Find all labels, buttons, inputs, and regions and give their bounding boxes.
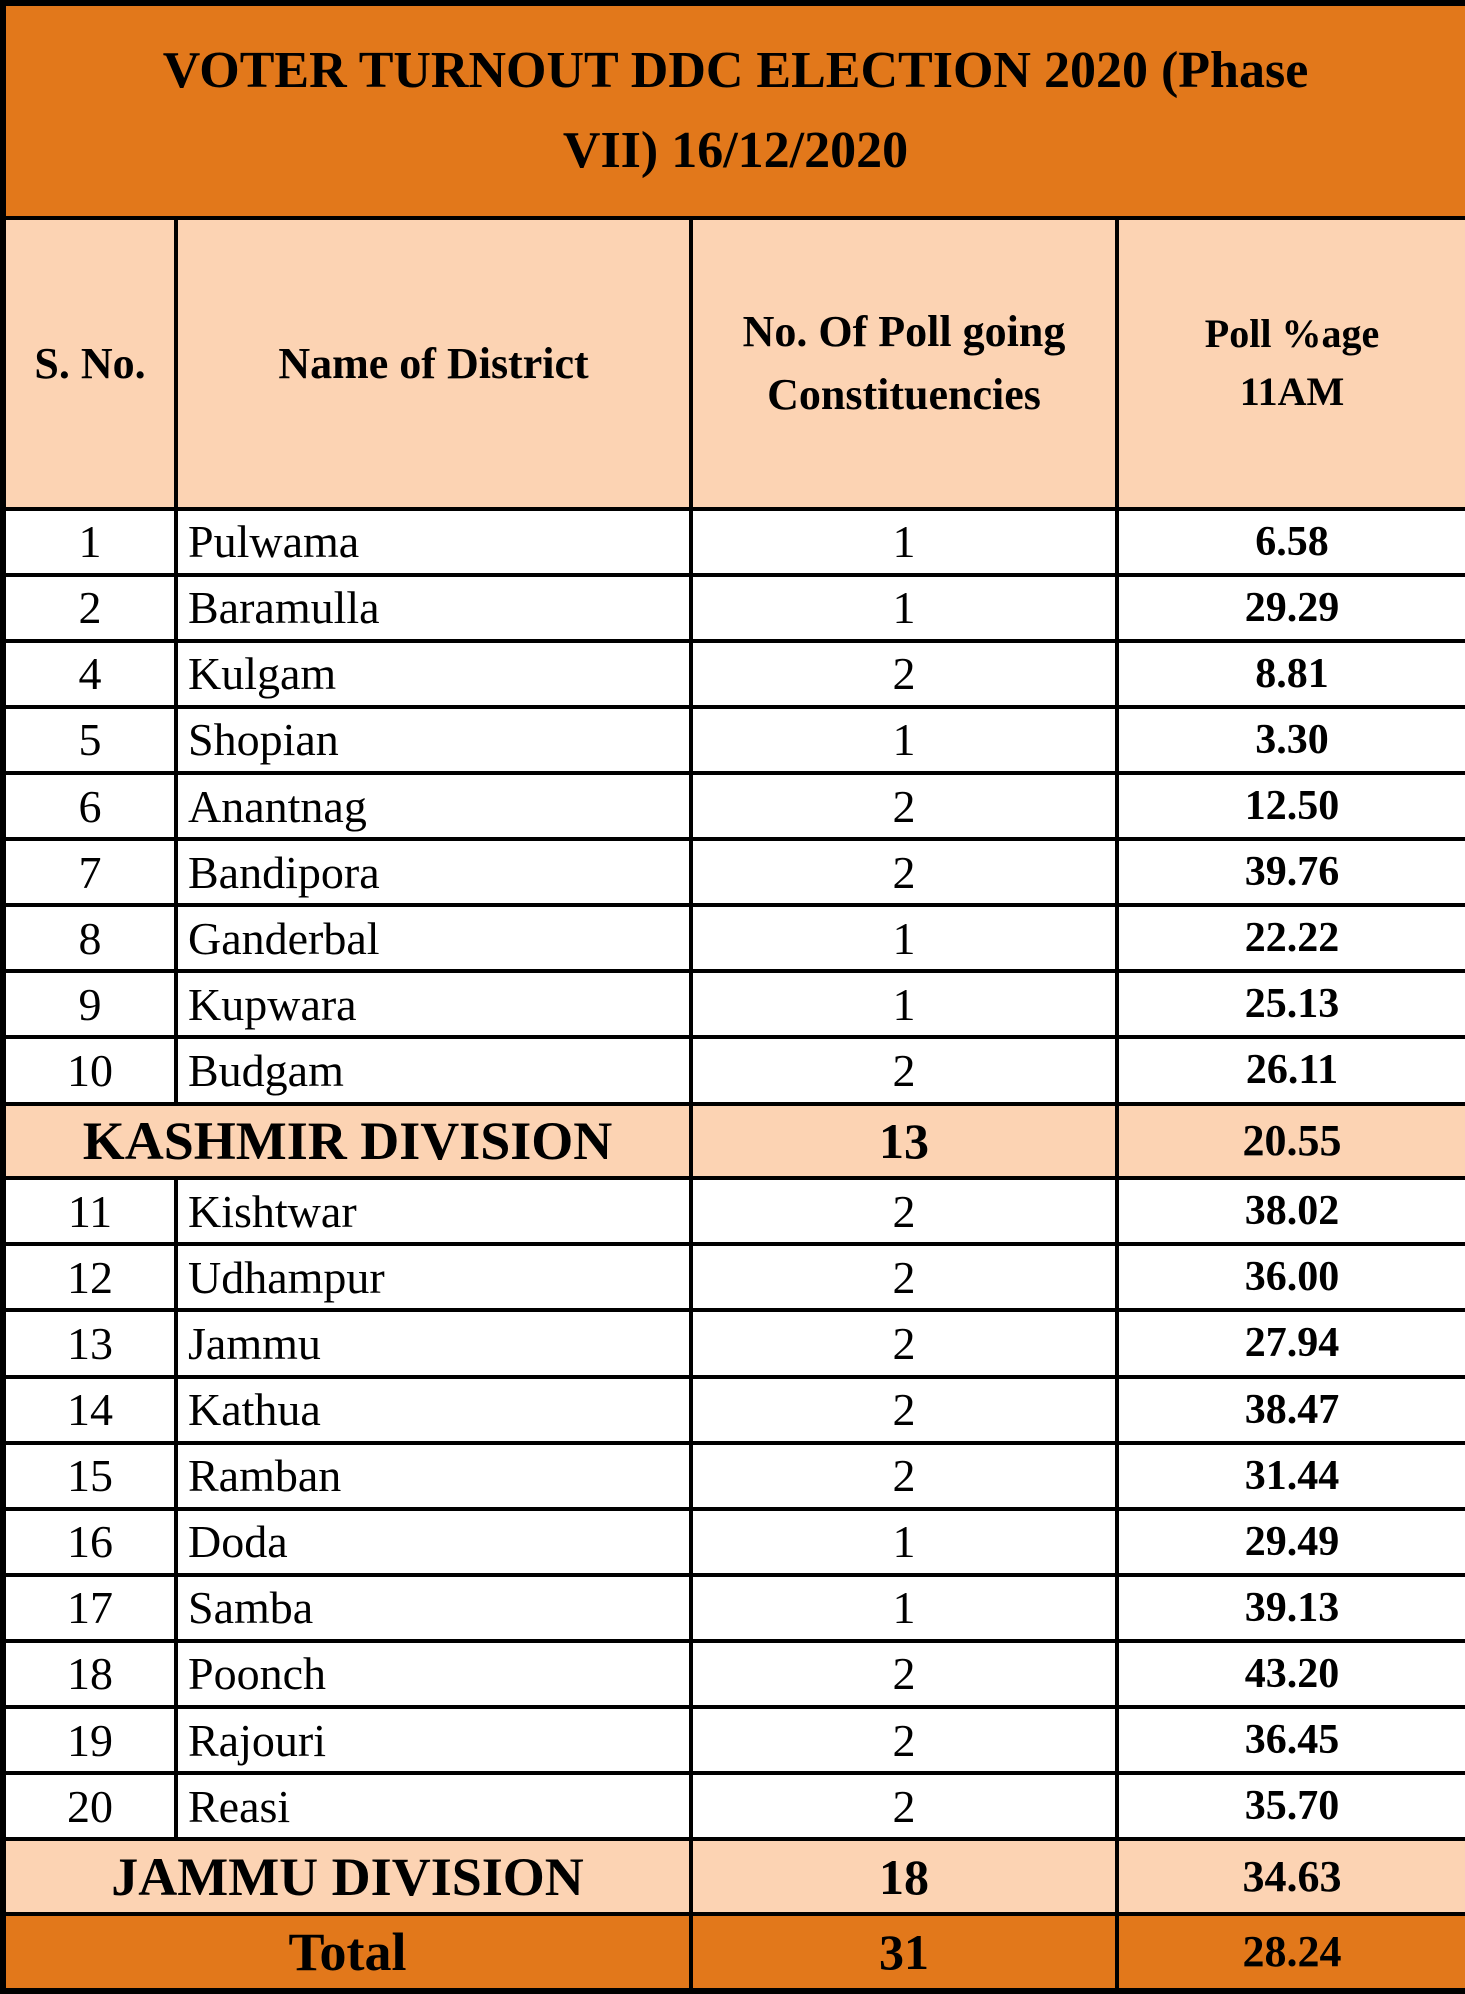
title-row bbox=[3, 3, 1465, 218]
sno-cell: 18 bbox=[3, 1641, 176, 1707]
sno-cell: 19 bbox=[3, 1707, 176, 1773]
sno-cell: 11 bbox=[3, 1178, 176, 1244]
poll-cell: 38.47 bbox=[1117, 1377, 1465, 1443]
district-cell: Bandipora bbox=[176, 839, 691, 905]
table-row-rajouri bbox=[3, 1707, 1465, 1773]
sno-cell: 8 bbox=[3, 905, 176, 971]
table-row-kupwara bbox=[3, 971, 1465, 1037]
constituencies-cell: 2 bbox=[691, 1178, 1117, 1244]
jammu-division-poll: 34.63 bbox=[1117, 1839, 1465, 1914]
poll-cell: 25.13 bbox=[1117, 971, 1465, 1037]
poll-cell: 39.76 bbox=[1117, 839, 1465, 905]
poll-cell: 26.11 bbox=[1117, 1037, 1465, 1103]
page-title-line2: VII) 16/12/2020 bbox=[562, 122, 909, 180]
table-row-jammu bbox=[3, 1310, 1465, 1376]
sno-cell: 9 bbox=[3, 971, 176, 1037]
district-cell: Ganderbal bbox=[176, 905, 691, 971]
table-row-kulgam bbox=[3, 641, 1465, 707]
poll-cell: 8.81 bbox=[1117, 641, 1465, 707]
district-cell: Shopian bbox=[176, 707, 691, 773]
district-cell: Reasi bbox=[176, 1773, 691, 1839]
district-cell: Anantnag bbox=[176, 773, 691, 839]
poll-cell: 31.44 bbox=[1117, 1443, 1465, 1509]
total-row bbox=[3, 1914, 1465, 1991]
district-cell: Jammu bbox=[176, 1310, 691, 1376]
table-row-pulwama bbox=[3, 509, 1465, 575]
district-cell: Kishtwar bbox=[176, 1178, 691, 1244]
district-cell: Ramban bbox=[176, 1443, 691, 1509]
sno-cell: 10 bbox=[3, 1037, 176, 1103]
constituencies-cell: 1 bbox=[691, 575, 1117, 641]
poll-cell: 27.94 bbox=[1117, 1310, 1465, 1376]
header-constituencies-text: No. Of Poll going Constituencies bbox=[742, 306, 1066, 420]
district-cell: Samba bbox=[176, 1575, 691, 1641]
header-poll-percentage-text: Poll %age 11AM bbox=[1204, 311, 1380, 415]
table-row-samba bbox=[3, 1575, 1465, 1641]
table-row-shopian bbox=[3, 707, 1465, 773]
sno-cell: 1 bbox=[3, 509, 176, 575]
constituencies-cell: 1 bbox=[691, 905, 1117, 971]
constituencies-cell: 1 bbox=[691, 1575, 1117, 1641]
table-row-kathua bbox=[3, 1377, 1465, 1443]
district-cell: Baramulla bbox=[176, 575, 691, 641]
sno-cell: 15 bbox=[3, 1443, 176, 1509]
poll-cell: 43.20 bbox=[1117, 1641, 1465, 1707]
poll-cell: 39.13 bbox=[1117, 1575, 1465, 1641]
table-row-kishtwar bbox=[3, 1178, 1465, 1244]
sno-cell: 5 bbox=[3, 707, 176, 773]
sno-cell: 7 bbox=[3, 839, 176, 905]
kashmir-division-label: KASHMIR DIVISION bbox=[3, 1104, 691, 1179]
constituencies-cell: 2 bbox=[691, 1707, 1117, 1773]
constituencies-cell: 2 bbox=[691, 1641, 1117, 1707]
total-poll: 28.24 bbox=[1117, 1914, 1465, 1991]
table-row-poonch bbox=[3, 1641, 1465, 1707]
table-row-bandipora bbox=[3, 839, 1465, 905]
sno-cell: 17 bbox=[3, 1575, 176, 1641]
constituencies-cell: 1 bbox=[691, 509, 1117, 575]
table-header-row bbox=[3, 218, 1465, 508]
poll-cell: 29.29 bbox=[1117, 575, 1465, 641]
header-sno: S. No. bbox=[3, 218, 176, 508]
kashmir-division-constituencies: 13 bbox=[691, 1104, 1117, 1179]
district-cell: Kathua bbox=[176, 1377, 691, 1443]
page-title-line1: VOTER TURNOUT DDC ELECTION 2020 (Phase bbox=[162, 41, 1309, 99]
poll-cell: 38.02 bbox=[1117, 1178, 1465, 1244]
kashmir-division-row bbox=[3, 1104, 1465, 1179]
poll-cell: 12.50 bbox=[1117, 773, 1465, 839]
table-row-doda bbox=[3, 1509, 1465, 1575]
table-row-budgam bbox=[3, 1037, 1465, 1103]
constituencies-cell: 2 bbox=[691, 1037, 1117, 1103]
constituencies-cell: 2 bbox=[691, 1773, 1117, 1839]
sno-cell: 13 bbox=[3, 1310, 176, 1376]
constituencies-cell: 2 bbox=[691, 1244, 1117, 1310]
district-cell: Budgam bbox=[176, 1037, 691, 1103]
jammu-division-label: JAMMU DIVISION bbox=[3, 1839, 691, 1914]
jammu-division-row bbox=[3, 1839, 1465, 1914]
sno-cell: 14 bbox=[3, 1377, 176, 1443]
constituencies-cell: 2 bbox=[691, 773, 1117, 839]
constituencies-cell: 2 bbox=[691, 1377, 1117, 1443]
sno-cell: 6 bbox=[3, 773, 176, 839]
district-cell: Kupwara bbox=[176, 971, 691, 1037]
poll-cell: 36.45 bbox=[1117, 1707, 1465, 1773]
constituencies-cell: 2 bbox=[691, 839, 1117, 905]
constituencies-cell: 2 bbox=[691, 1310, 1117, 1376]
header-poll-percentage bbox=[1117, 218, 1465, 508]
table-row-ramban bbox=[3, 1443, 1465, 1509]
district-cell: Kulgam bbox=[176, 641, 691, 707]
kashmir-division-poll: 20.55 bbox=[1117, 1104, 1465, 1179]
header-constituencies bbox=[691, 218, 1117, 508]
constituencies-cell: 1 bbox=[691, 707, 1117, 773]
header-district: Name of District bbox=[176, 218, 691, 508]
district-cell: Pulwama bbox=[176, 509, 691, 575]
district-cell: Poonch bbox=[176, 1641, 691, 1707]
sno-cell: 12 bbox=[3, 1244, 176, 1310]
table-row-udhampur bbox=[3, 1244, 1465, 1310]
total-label: Total bbox=[3, 1914, 691, 1991]
table-row-baramulla bbox=[3, 575, 1465, 641]
constituencies-cell: 2 bbox=[691, 1443, 1117, 1509]
sno-cell: 2 bbox=[3, 575, 176, 641]
constituencies-cell: 1 bbox=[691, 971, 1117, 1037]
poll-cell: 36.00 bbox=[1117, 1244, 1465, 1310]
table-row-reasi bbox=[3, 1773, 1465, 1839]
sno-cell: 4 bbox=[3, 641, 176, 707]
poll-cell: 35.70 bbox=[1117, 1773, 1465, 1839]
sno-cell: 20 bbox=[3, 1773, 176, 1839]
page-title bbox=[3, 3, 1465, 218]
sno-cell: 16 bbox=[3, 1509, 176, 1575]
district-cell: Rajouri bbox=[176, 1707, 691, 1773]
district-cell: Doda bbox=[176, 1509, 691, 1575]
constituencies-cell: 2 bbox=[691, 641, 1117, 707]
poll-cell: 29.49 bbox=[1117, 1509, 1465, 1575]
constituencies-cell: 1 bbox=[691, 1509, 1117, 1575]
table-row-ganderbal bbox=[3, 905, 1465, 971]
total-constituencies: 31 bbox=[691, 1914, 1117, 1991]
jammu-division-constituencies: 18 bbox=[691, 1839, 1117, 1914]
district-cell: Udhampur bbox=[176, 1244, 691, 1310]
poll-cell: 6.58 bbox=[1117, 509, 1465, 575]
poll-cell: 3.30 bbox=[1117, 707, 1465, 773]
table-row-anantnag bbox=[3, 773, 1465, 839]
poll-cell: 22.22 bbox=[1117, 905, 1465, 971]
